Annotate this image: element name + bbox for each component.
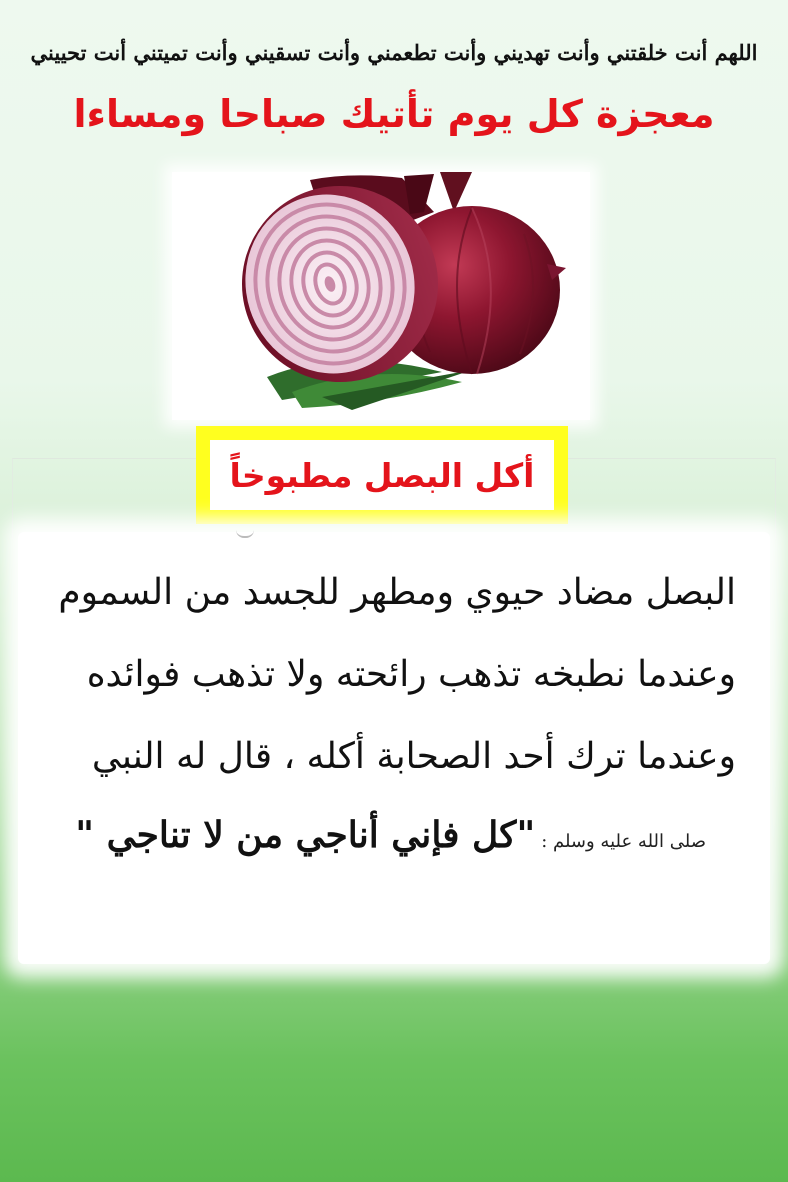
body-line-2: وعندما نطبخه تذهب رائحته ولا تذهب فوائده — [86, 654, 736, 695]
decorative-mark — [236, 530, 254, 538]
hadith-quote: "كل فإني أناجي من لا تناجي " — [75, 814, 536, 856]
honorific: صلى الله عليه وسلم : — [541, 831, 706, 852]
onion-image — [172, 172, 590, 420]
subtitle: أكل البصل مطبوخاً — [210, 440, 554, 510]
prayer-text: اللهم أنت خلقتني وأنت تهديني وأنت تطعمني وأنت تسقيني وأنت تميتني أنت تحييني — [30, 40, 758, 65]
body-line-3: وعندما ترك أحد الصحابة أكله ، قال له النبي — [91, 736, 736, 777]
headline: معجزة كل يوم تأتيك صباحا ومساءا — [73, 92, 715, 136]
body-line-4 — [75, 814, 706, 856]
text-card — [18, 532, 770, 964]
body-line-1: البصل مضاد حيوي ومطهر للجسد من السموم — [58, 572, 736, 613]
red-onion-icon — [172, 172, 590, 420]
subtitle-box — [196, 426, 568, 524]
